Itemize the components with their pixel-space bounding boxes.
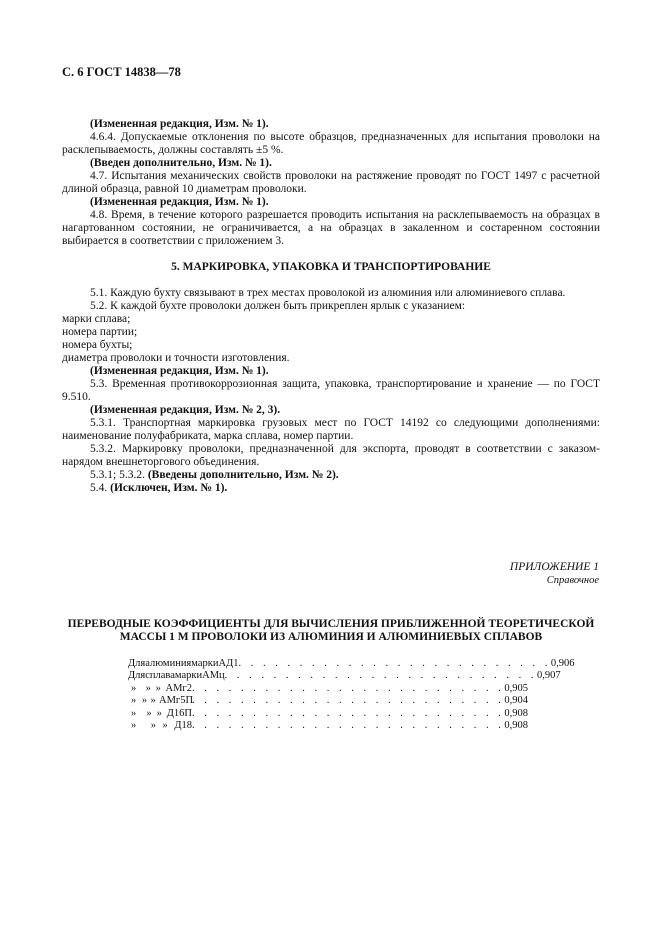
table-row <box>128 670 561 682</box>
row-prefix <box>128 658 191 670</box>
alloy-name: Д16П <box>166 707 192 719</box>
amendment-note: (Измененная редакция, Изм. № 2, 3). <box>90 404 281 416</box>
table-title <box>62 618 600 644</box>
coefficient-value: 0,907 <box>537 670 561 682</box>
row-prefix <box>128 683 151 695</box>
coefficient-value: 0,906 <box>550 658 575 669</box>
leader-dots: . . . . . . . . . . . . . . . . . . . . . . . . . . <box>192 707 505 719</box>
row-prefix <box>128 695 147 707</box>
coefficient-value: 0,908 <box>504 720 528 732</box>
coefficient-value: 0,905 <box>504 682 528 694</box>
clause-4-6-4: 4.6.4. Допускаемые отклонения по высоте образцов, предназначенных для испытания проволоки на расклепываемость, должны составлять ±5 %. <box>62 131 600 156</box>
leader-dots: . . . . . . . . . . . . . . . . . . . . . . . . . . <box>192 682 505 694</box>
row-word: марки <box>191 658 219 669</box>
row-word: » <box>145 682 151 694</box>
alloy-name: Д18 <box>174 720 192 732</box>
appendix-number: ПРИЛОЖЕНИЕ 1 <box>509 561 599 573</box>
table-row <box>128 720 528 732</box>
row-word: » <box>131 682 137 694</box>
row-prefix <box>128 670 175 682</box>
appendix-type: Справочное <box>546 575 599 586</box>
appendix-label <box>510 561 599 587</box>
amendment-note: (Введены дополнительно, Изм. № 2). <box>147 469 339 481</box>
row-prefix <box>128 708 152 720</box>
list-item: номера бухты; <box>62 339 133 351</box>
clause-ref: 5.3.1; 5.3.2. <box>90 469 145 481</box>
row-word: » <box>150 695 156 707</box>
table-row <box>128 708 528 720</box>
row-word: сплава <box>145 670 175 682</box>
table-row <box>128 683 528 695</box>
table-title-line: МАССЫ 1 М ПРОВОЛОКИ ИЗ АЛЮМИНИЯ И АЛЮМИНИЕВЫХ СПЛАВОВ <box>119 631 543 643</box>
row-word: » <box>141 695 148 707</box>
coefficient-value: 0,904 <box>504 695 528 707</box>
clause-5-3-1-5-3-2-note <box>62 469 600 482</box>
leader-dots: . . . . . . . . . . . . . . . . . . . . . . . . . . <box>224 670 538 682</box>
amendment-note: (Измененная редакция, Изм. № 1). <box>90 365 269 377</box>
leader-dots: . . . . . . . . . . . . . . . . . . . . . . . . . . <box>192 720 505 732</box>
coefficient-value: 0,908 <box>504 707 528 719</box>
row-word: » <box>131 707 137 719</box>
amendment-note: (Введен дополнительно, Изм. № 1). <box>90 157 272 169</box>
document-body <box>62 118 600 495</box>
amendment-note: (Измененная редакция, Изм. № 1). <box>90 196 269 208</box>
amendment-note: (Исключен, Изм. № 1). <box>110 482 228 494</box>
alloy-name: АМц <box>202 670 225 682</box>
alloy-name: АД1 <box>218 658 239 669</box>
row-word: Для <box>128 670 146 682</box>
clause-5-3-1: 5.3.1. Транспортная маркировка грузовых мест по ГОСТ 14192 со следующими дополнениями: наименование полуфабриката, марка сплава, номер партии. <box>62 417 600 442</box>
row-word: марки <box>174 670 203 682</box>
table-title-line: ПЕРЕВОДНЫЕ КОЭФФИЦИЕНТЫ ДЛЯ ВЫЧИСЛЕНИЯ ПРИБЛИЖЕННОЙ ТЕОРЕТИЧЕСКОЙ <box>67 618 595 630</box>
clause-5-1: 5.1. Каждую бухту связывают в трех местах проволокой из алюминия или алюминиевого сплава. <box>90 287 566 299</box>
row-word: » <box>146 707 152 719</box>
clause-5-2: 5.2. К каждой бухте проволоки должен быть прикреплен ярлык с указанием: <box>90 300 466 312</box>
clause-5-4 <box>62 482 600 495</box>
page-header: С. 6 ГОСТ 14838—78 <box>62 65 181 79</box>
row-word: » <box>131 695 137 707</box>
list-item: марки сплава; <box>62 313 131 325</box>
section-title: 5. МАРКИРОВКА, УПАКОВКА И ТРАНСПОРТИРОВАНИЕ <box>171 261 491 273</box>
row-word: » <box>155 682 161 694</box>
alloy-name: АМг5П <box>159 695 194 707</box>
list-item: диаметра проволоки и точности изготовления. <box>62 352 290 364</box>
row-word: алюминия <box>145 658 192 669</box>
row-word: Для <box>128 658 146 669</box>
leader-dots: . . . . . . . . . . . . . . . . . . . . . . . . . . <box>238 658 551 669</box>
coefficient-table <box>128 658 575 732</box>
row-prefix <box>128 720 156 732</box>
row-word: » <box>131 720 137 732</box>
clause-4-7: 4.7. Испытания механических свойств проволоки на растяжение проводят по ГОСТ 1497 с расчетной длиной образца, равной 10 диаметрам проволоки. <box>62 170 600 195</box>
clause-5-3: 5.3. Временная противокоррозионная защита, упаковка, транспортирование и хранение — по ГОСТ 9.510. <box>62 378 600 403</box>
alloy-name: АМг2 <box>165 682 192 694</box>
list-item: номера партии; <box>62 326 138 338</box>
amendment-note: (Измененная редакция, Изм. № 1). <box>90 118 269 130</box>
leader-dots: . . . . . . . . . . . . . . . . . . . . . . . . . . <box>192 695 505 707</box>
row-word: » <box>162 720 168 732</box>
clause-4-8: 4.8. Время, в течение которого разрешается проводить испытания на расклепываемость на образцах в нагартованном состоянии, не ограничивается, а на образцах в закаленном и состаренном состоянии выбирается в соответствии с приложением 3. <box>62 209 600 247</box>
clause-ref: 5.4. <box>90 482 108 494</box>
table-row <box>128 658 575 670</box>
row-word: » <box>156 707 162 719</box>
row-word: » <box>150 720 156 732</box>
table-row <box>128 695 528 707</box>
clause-5-3-2: 5.3.2. Маркировку проволоки, предназначенной для экспорта, проводят в соответствии с заказом-нарядом внешнеторгового объединения. <box>62 443 600 468</box>
